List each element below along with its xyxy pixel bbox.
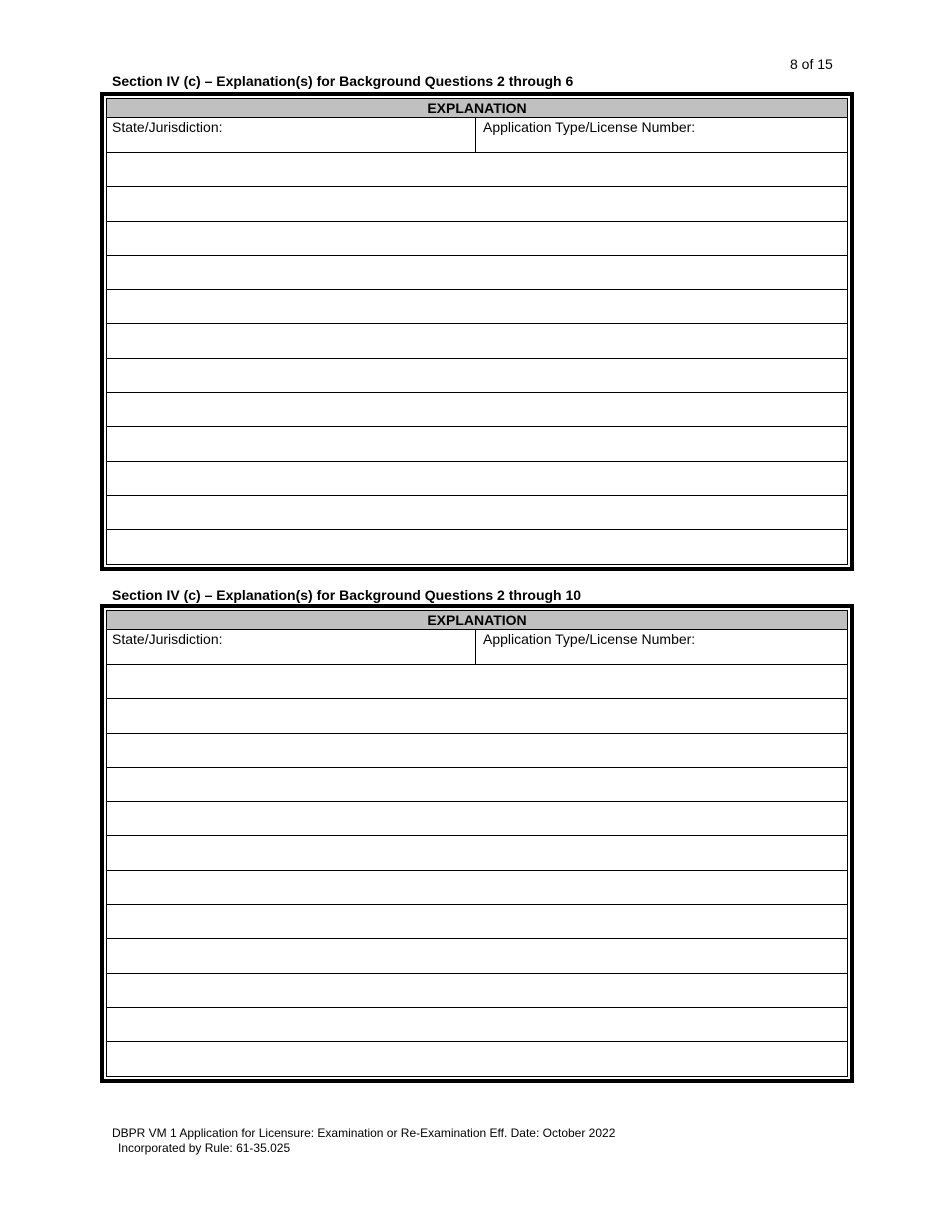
explanation-line[interactable] xyxy=(107,324,847,358)
explanation-line[interactable] xyxy=(107,290,847,324)
fields-row xyxy=(107,118,847,153)
state-jurisdiction-field[interactable]: State/Jurisdiction: xyxy=(107,630,476,664)
explanation-line[interactable] xyxy=(107,1042,847,1075)
explanation-line[interactable] xyxy=(107,734,847,768)
explanation-line[interactable] xyxy=(107,187,847,221)
explanation-line[interactable] xyxy=(107,393,847,427)
fields-row xyxy=(107,630,847,665)
explanation-line[interactable] xyxy=(107,256,847,290)
table-header: EXPLANATION xyxy=(107,99,847,118)
explanation-line[interactable] xyxy=(107,802,847,836)
explanation-line[interactable] xyxy=(107,462,847,496)
explanation-line[interactable] xyxy=(107,1008,847,1042)
state-jurisdiction-field[interactable]: State/Jurisdiction: xyxy=(107,118,476,152)
application-type-field[interactable]: Application Type/License Number: xyxy=(483,119,696,135)
explanation-line[interactable] xyxy=(107,768,847,802)
explanation-line[interactable] xyxy=(107,939,847,973)
page-number: 8 of 15 xyxy=(790,56,833,72)
footer xyxy=(112,1126,615,1156)
explanation-line[interactable] xyxy=(107,359,847,393)
explanation-table xyxy=(100,604,854,1083)
explanation-line[interactable] xyxy=(107,153,847,187)
explanation-line[interactable] xyxy=(107,427,847,461)
section-title: Section IV (c) – Explanation(s) for Background Questions 2 through 10 xyxy=(112,587,582,603)
footer-rule-line: Incorporated by Rule: 61-35.025 xyxy=(118,1141,291,1155)
explanation-table xyxy=(100,92,854,571)
explanation-line[interactable] xyxy=(107,222,847,256)
application-type-field[interactable]: Application Type/License Number: xyxy=(483,631,696,647)
explanation-line[interactable] xyxy=(107,905,847,939)
explanation-line[interactable] xyxy=(107,974,847,1008)
explanation-lines xyxy=(107,153,847,564)
explanation-line[interactable] xyxy=(107,871,847,905)
explanation-line[interactable] xyxy=(107,530,847,563)
footer-form-line: DBPR VM 1 Application for Licensure: Examination or Re-Examination Eff. Date: October 2022 xyxy=(112,1126,616,1140)
explanation-lines xyxy=(107,665,847,1076)
explanation-line[interactable] xyxy=(107,665,847,699)
explanation-line[interactable] xyxy=(107,699,847,733)
explanation-line[interactable] xyxy=(107,836,847,870)
table-header: EXPLANATION xyxy=(107,611,847,630)
explanation-line[interactable] xyxy=(107,496,847,530)
section-title: Section IV (c) – Explanation(s) for Background Questions 2 through 6 xyxy=(112,73,574,89)
